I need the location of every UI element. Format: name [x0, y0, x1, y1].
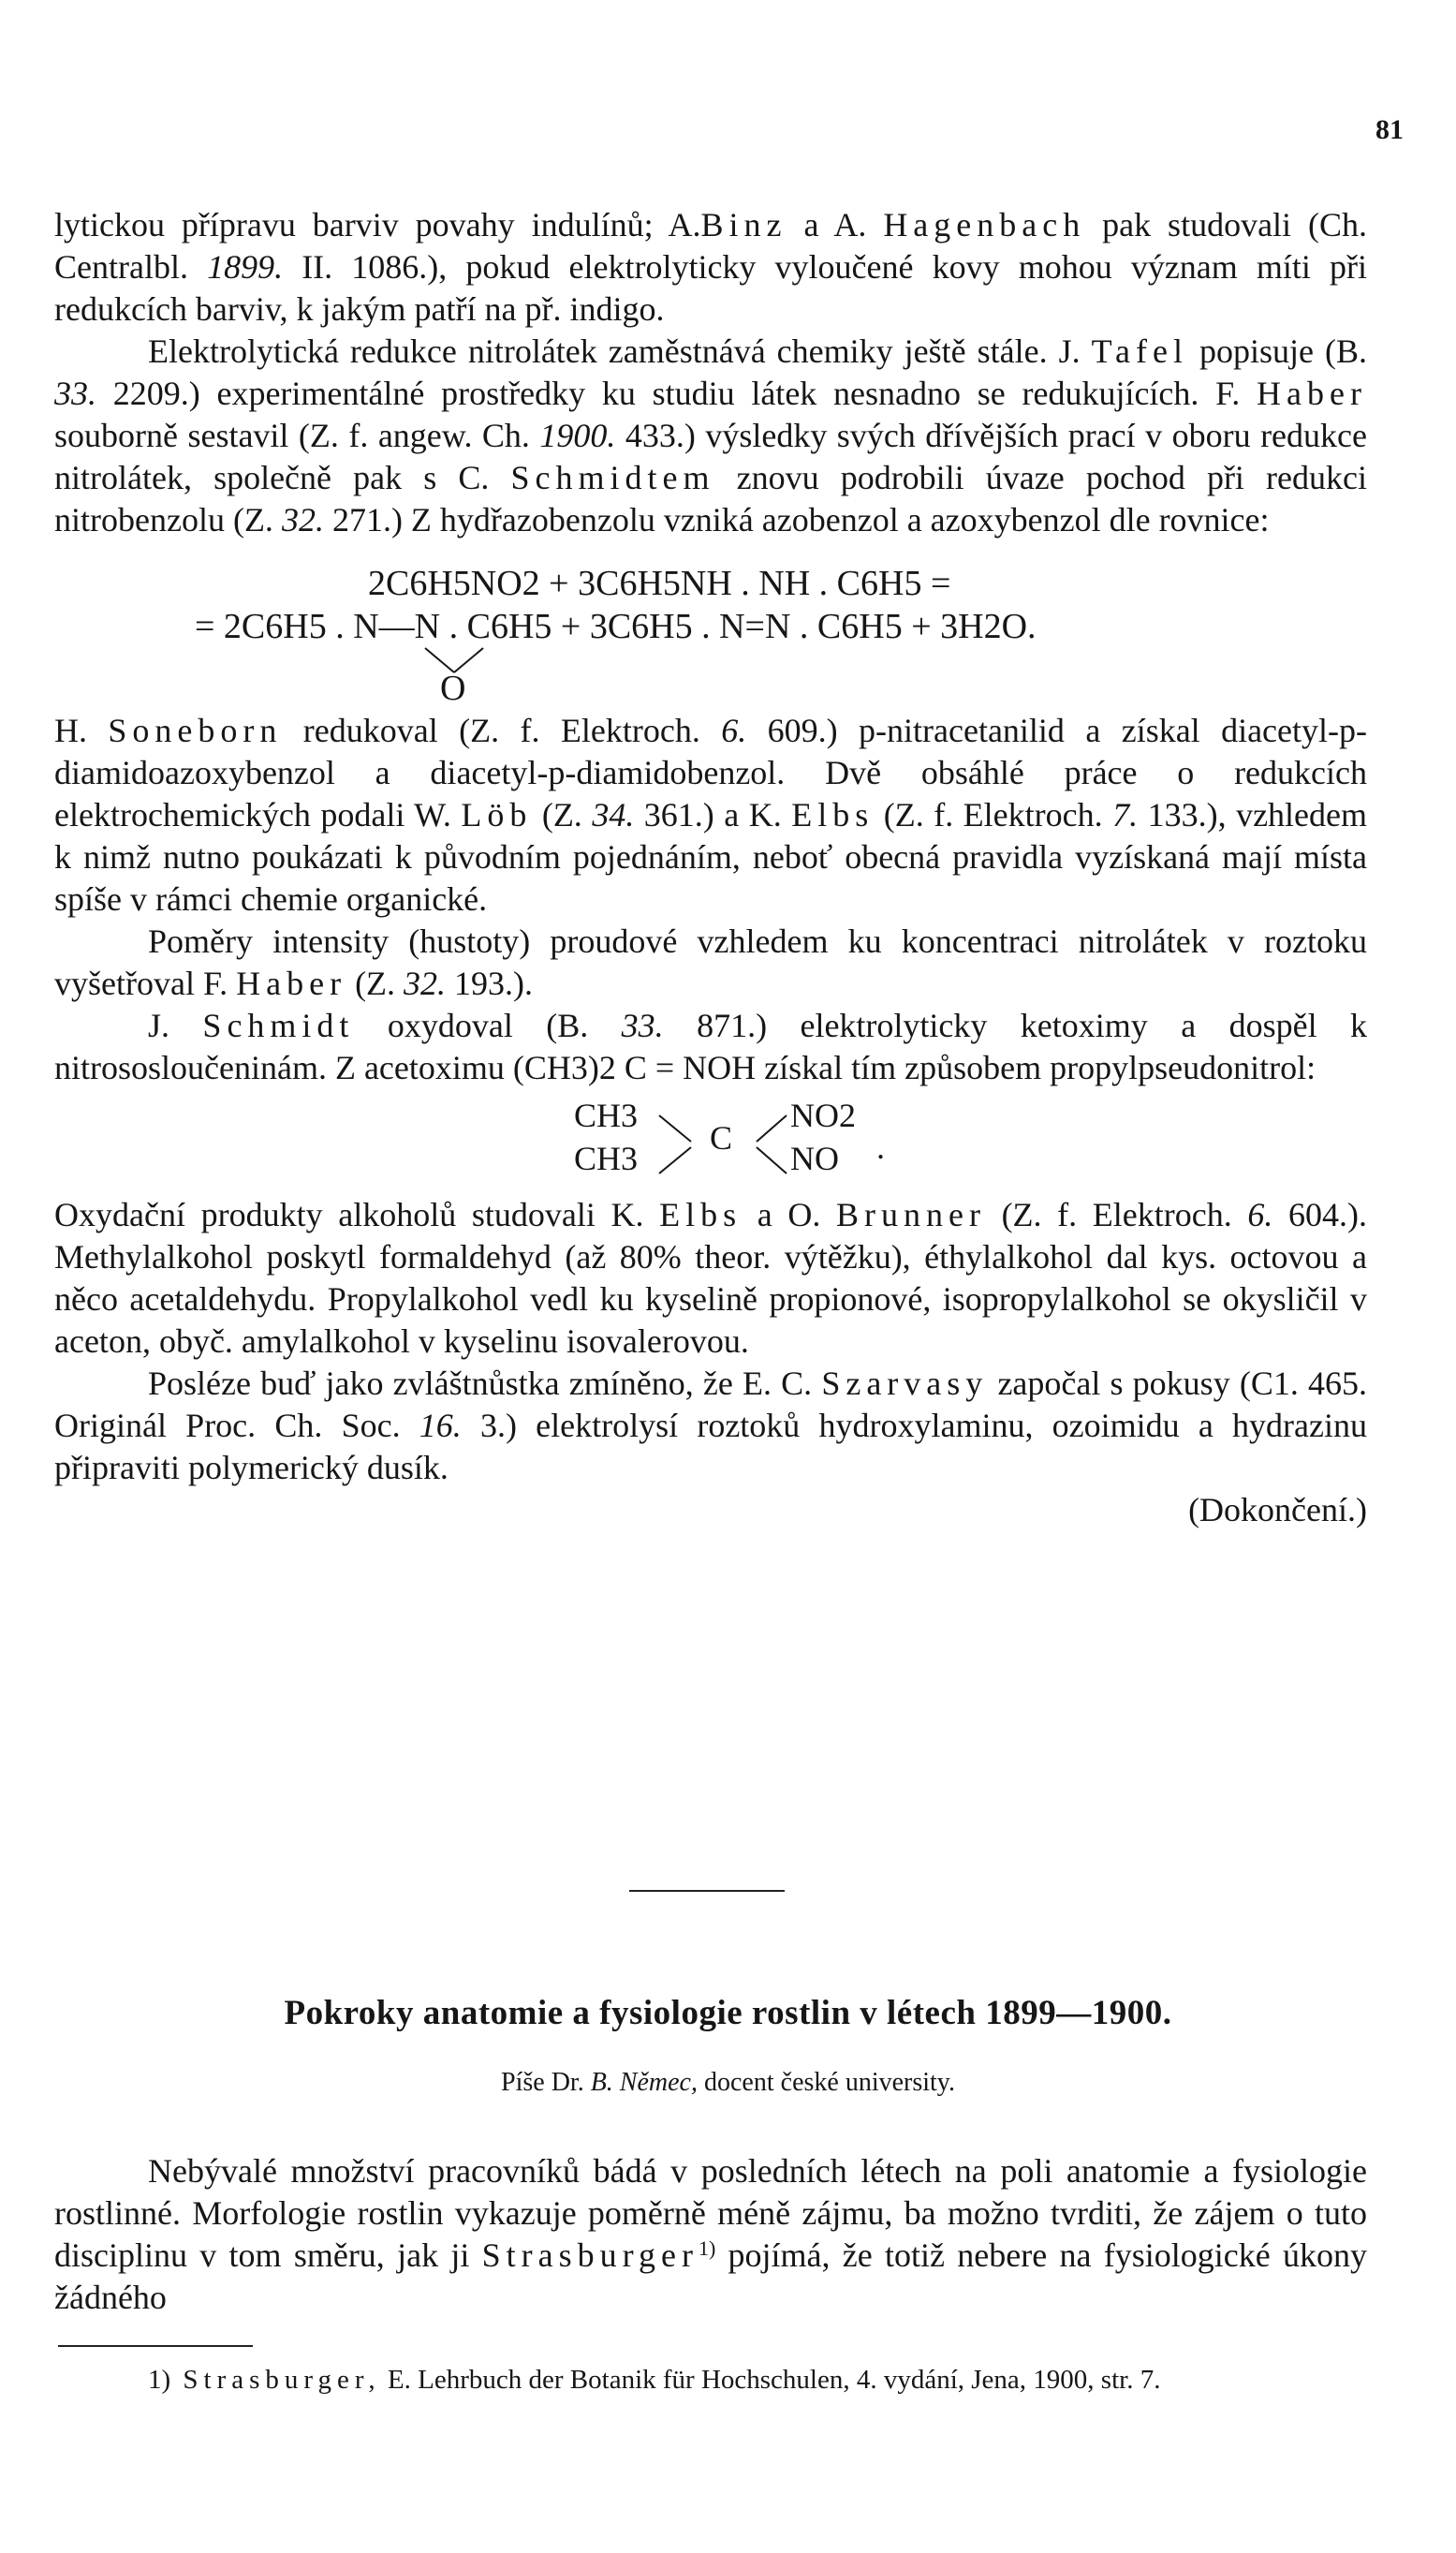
nitro-group: NO2: [790, 1097, 856, 1134]
continued-note: (Dokončení.): [1188, 1491, 1367, 1528]
equation-line-1: 2C6H5NO2 + 3C6H5NH . NH . C6H5 =: [368, 564, 951, 603]
paragraph-1: lytickou přípravu barviv povahy indulínů; A.Binz a A. Hagenbach pak studovali (Ch. Centralbl. 1899. II. 1086.), pokud elektrolyticky vyloučené kovy mohou význam míti při redukcích barviv, k jakým patří na př. indigo.: [54, 206, 1367, 328]
equation-line-2: = 2C6H5 . N—N . C6H5 + 3C6H5 . N=N . C6H5 + 3H2O.: [195, 607, 1037, 646]
paragraph-2: Elektrolytická redukce nitrolátek zaměstnává chemiky ještě stále. J. Tafel popisuje (B. 33. 2209.) experimentálné prostředky ku studiu látek nesnadno se redukujících. F. Haber souborně sestavil (Z. f. angew. Ch. 1900. 433.) výsledky svých dřívějších prací v oboru redukce nitrolátek, společně pak s C. Schmidtem znovu podrobili úvaze pochod při redukci nitrobenzolu (Z. 32. 271.) Z hydřazobenzolu vzniká azobenzol a azoxybenzol dle rovnice:: [54, 332, 1367, 539]
article-byline: Píše Dr. B. Němec, docent české university.: [501, 2068, 955, 2097]
paragraph-7: Posléze buď jako zvláštnůstka zmíněno, že E. C. Szarvasy započal s pokusy (C1. 465. Originál Proc. Ch. Soc. 16. 3.) elektrolysí roztoků hydroxylaminu, ozoimidu a hydrazinu připraviti polymerický dusík.: [54, 1365, 1367, 1486]
article-title: Pokroky anatomie a fysiologie rostlin v létech 1899—1900.: [284, 1994, 1172, 2032]
paragraph-4: Poměry intensity (hustoty) proudové vzhledem ku koncentraci nitrolátek v roztoku vyšetřoval F. Haber (Z. 32. 193.).: [54, 922, 1367, 1002]
footnote-ref: 1): [698, 2236, 716, 2260]
paragraph-3: H. Soneborn redukoval (Z. f. Elektroch. 6. 609.) p-nitracetanilid a získal diacetyl-p-diamidoazoxybenzol a diacetyl-p-diamidobenzol. Dvě obsáhlé práce o redukcích elektrochemických podali W. Löb (Z. 34. 361.) a K. Elbs (Z. f. Elektroch. 7. 133.), vzhledem k nimž nutno poukázati k původním pojednáním, neboť obecná pravidla vyzískaná mají místa spíše v rámci chemie organické.: [54, 712, 1368, 918]
section-divider: [629, 1890, 785, 1892]
footnote-divider: [58, 2345, 253, 2347]
formula-period: .: [876, 1129, 885, 1166]
body-text: [54, 204, 1367, 1531]
nitroso-group: NO: [790, 1140, 839, 1177]
paragraph-8: Nebývalé množství pracovníků bádá v posledních létech na poli anatomie a fysiologie rostlinné. Morfologie rostlin vykazuje poměrně méně zájmu, ba možno tvrditi, že zájem o tuto disciplinu v tom směru, jak ji Strasburger$^{1)}$ pojímá, že totiž nebere na fysiologické úkony žádného: [54, 2152, 1367, 2316]
paragraph-6: Oxydační produkty alkoholů studovali K. Elbs a O. Brunner (Z. f. Elektroch. 6. 604.). Methylalkohol poskytl formaldehyd (až 80% theor. výtěžku), éthylalkohol dal kys. octovou a něco acetaldehydu. Propylalkohol vedl ku kyselině propionové, isopropylalkohol se okysličil v aceton, obyč. amylalkohol v kyselinu isovalerovou.: [54, 1196, 1367, 1360]
article-body: [54, 2150, 1367, 2319]
methyl-group-1: CH3: [574, 1097, 639, 1134]
methyl-group-2: CH3: [574, 1140, 639, 1177]
azoxy-oxygen: O: [440, 669, 466, 708]
footnote-mark: 1): [148, 2365, 171, 2395]
reaction-equation: [54, 553, 1367, 708]
page-number: 81: [1375, 114, 1404, 145]
paragraph-5: J. Schmidt oxydoval (B. 33. 871.) elektrolyticky ketoximy a dospěl k nitrososloučeninám. Z acetoximu (CH3)2 C = NOH získal tím způsobem propylpseudonitrol:: [54, 1007, 1367, 1086]
propylpseudonitrol-formula: [54, 1089, 1367, 1194]
footnote: 1) Strasburger, E. Lehrbuch der Botanik für Hochschulen, 4. vydání, Jena, 1900, str. 7.: [54, 2360, 1367, 2399]
carbon-atom: C: [710, 1119, 733, 1157]
